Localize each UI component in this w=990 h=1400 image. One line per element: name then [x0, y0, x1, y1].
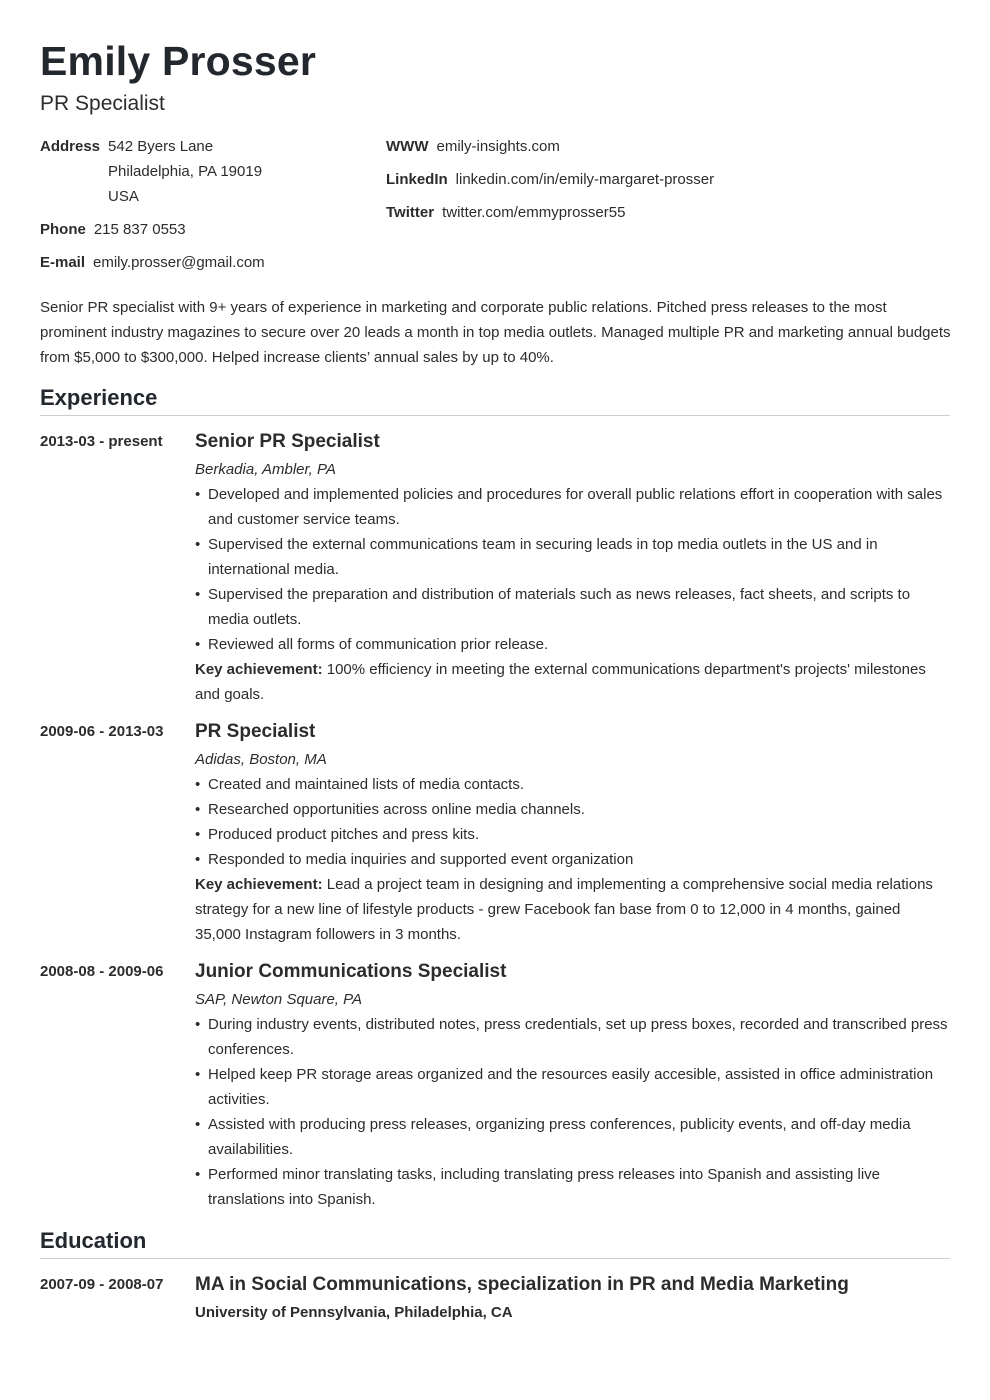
- bullet-item: • Produced product pitches and press kits.: [195, 822, 950, 847]
- email-row: [40, 250, 265, 275]
- candidate-name: Emily Prosser: [40, 38, 317, 84]
- entry-title: PR Specialist: [195, 721, 316, 742]
- bullet-item: • Responded to media inquiries and supported event organization: [195, 847, 950, 872]
- key-achievement-label: Key achievement:: [195, 876, 323, 893]
- entry-body: [195, 721, 950, 947]
- key-achievement-text: 100% efficiency in meeting the external communications department's projects' milestones and goals.: [195, 661, 926, 703]
- entry-degree: MA in Social Communications, specialization in PR and Media Marketing: [195, 1274, 849, 1295]
- experience-entry: [40, 961, 950, 1212]
- key-achievement: [195, 657, 950, 707]
- bullet-item: • Reviewed all forms of communication prior release.: [195, 632, 950, 657]
- entry-bullets: [195, 1012, 950, 1212]
- experience-heading: Experience: [40, 384, 950, 416]
- entry-dates: 2009-06 - 2013-03: [40, 723, 164, 740]
- twitter-link[interactable]: twitter.com/emmyprosser55: [442, 204, 626, 221]
- key-achievement-text: Lead a project team in designing and implementing a comprehensive social media relations strategy for a new line of lifestyle products - grew Facebook fan base from 0 to 12,000 in 4 months, gained 35,000 Instagram followers in 3 months.: [195, 876, 933, 943]
- address-lines: [108, 134, 262, 209]
- email-value[interactable]: emily.prosser@gmail.com: [93, 254, 265, 271]
- entry-dates: 2007-09 - 2008-07: [40, 1276, 164, 1293]
- email-label: E-mail: [40, 254, 86, 271]
- twitter-label: Twitter: [386, 204, 435, 221]
- bullet-item: • Performed minor translating tasks, including translating press releases into Spanish and assisting live translations into Spanish.: [195, 1162, 950, 1212]
- entry-title: Senior PR Specialist: [195, 431, 380, 452]
- entry-bullets: [195, 482, 950, 657]
- entry-title: Junior Communications Specialist: [195, 961, 507, 982]
- bullet-item: • Developed and implemented policies and procedures for overall public relations effort in cooperation with sales and customer service teams.: [195, 482, 950, 532]
- entry-body: [195, 961, 950, 1212]
- address-line: USA: [108, 188, 139, 205]
- bullet-item: • Created and maintained lists of media contacts.: [195, 772, 950, 797]
- phone-label: Phone: [40, 221, 86, 238]
- experience-entry: [40, 431, 950, 707]
- profile-summary: Senior PR specialist with 9+ years of experience in marketing and corporate public relations. Pitched press releases to the most prominent industry magazines to secure over 20 leads a month in top media outlets. Managed multiple PR and marketing annual budgets from $5,000 to $300,000. Helped increase clients’ annual sales by up to 40%.: [40, 299, 951, 366]
- address-label: Address: [40, 138, 101, 155]
- bullet-item: • Assisted with producing press releases, organizing press conferences, publicity events, and off-day media availabilities.: [195, 1112, 950, 1162]
- phone-value: 215 837 0553: [93, 221, 186, 238]
- education-heading: Education: [40, 1227, 950, 1259]
- entry-company: Berkadia, Ambler, PA: [195, 461, 336, 478]
- bullet-item: • Supervised the preparation and distribution of materials such as news releases, fact sheets, and scripts to media outlets.: [195, 582, 950, 632]
- education-entry: [40, 1274, 950, 1325]
- entry-bullets: [195, 772, 950, 872]
- www-link[interactable]: emily-insights.com: [436, 138, 560, 155]
- entry-body: [195, 431, 950, 707]
- address-line: Philadelphia, PA 19019: [108, 163, 263, 180]
- entry-dates: 2013-03 - present: [40, 433, 163, 450]
- bullet-item: • Helped keep PR storage areas organized and the resources easily accesible, assisted in office administration activities.: [195, 1062, 950, 1112]
- linkedin-link[interactable]: linkedin.com/in/emily-margaret-prosser: [455, 171, 715, 188]
- entry-body: [195, 1274, 950, 1325]
- bullet-item: • During industry events, distributed notes, press credentials, set up press boxes, recorded and transcribed press conferences.: [195, 1012, 950, 1062]
- entry-company: Adidas, Boston, MA: [195, 751, 327, 768]
- entry-dates: 2008-08 - 2009-06: [40, 963, 164, 980]
- bullet-item: • Researched opportunities across online media channels.: [195, 797, 950, 822]
- contact-right-column: [386, 134, 714, 233]
- www-label: WWW: [386, 138, 429, 155]
- bullet-item: • Supervised the external communications team in securing leads in top media outlets in the US and in international media.: [195, 532, 950, 582]
- candidate-title: PR Specialist: [40, 92, 165, 115]
- phone-row: [40, 217, 265, 242]
- contact-left-column: [40, 134, 265, 283]
- www-row: [386, 134, 714, 159]
- linkedin-label: LinkedIn: [386, 171, 448, 188]
- entry-school: University of Pennsylvania, Philadelphia, CA: [195, 1304, 513, 1321]
- experience-entry: [40, 721, 950, 947]
- key-achievement-label: Key achievement:: [195, 661, 323, 678]
- key-achievement: [195, 872, 950, 947]
- address-line: 542 Byers Lane: [108, 138, 214, 155]
- twitter-row: [386, 200, 714, 225]
- address-row: [40, 134, 265, 209]
- linkedin-row: [386, 167, 714, 192]
- entry-company: SAP, Newton Square, PA: [195, 991, 363, 1008]
